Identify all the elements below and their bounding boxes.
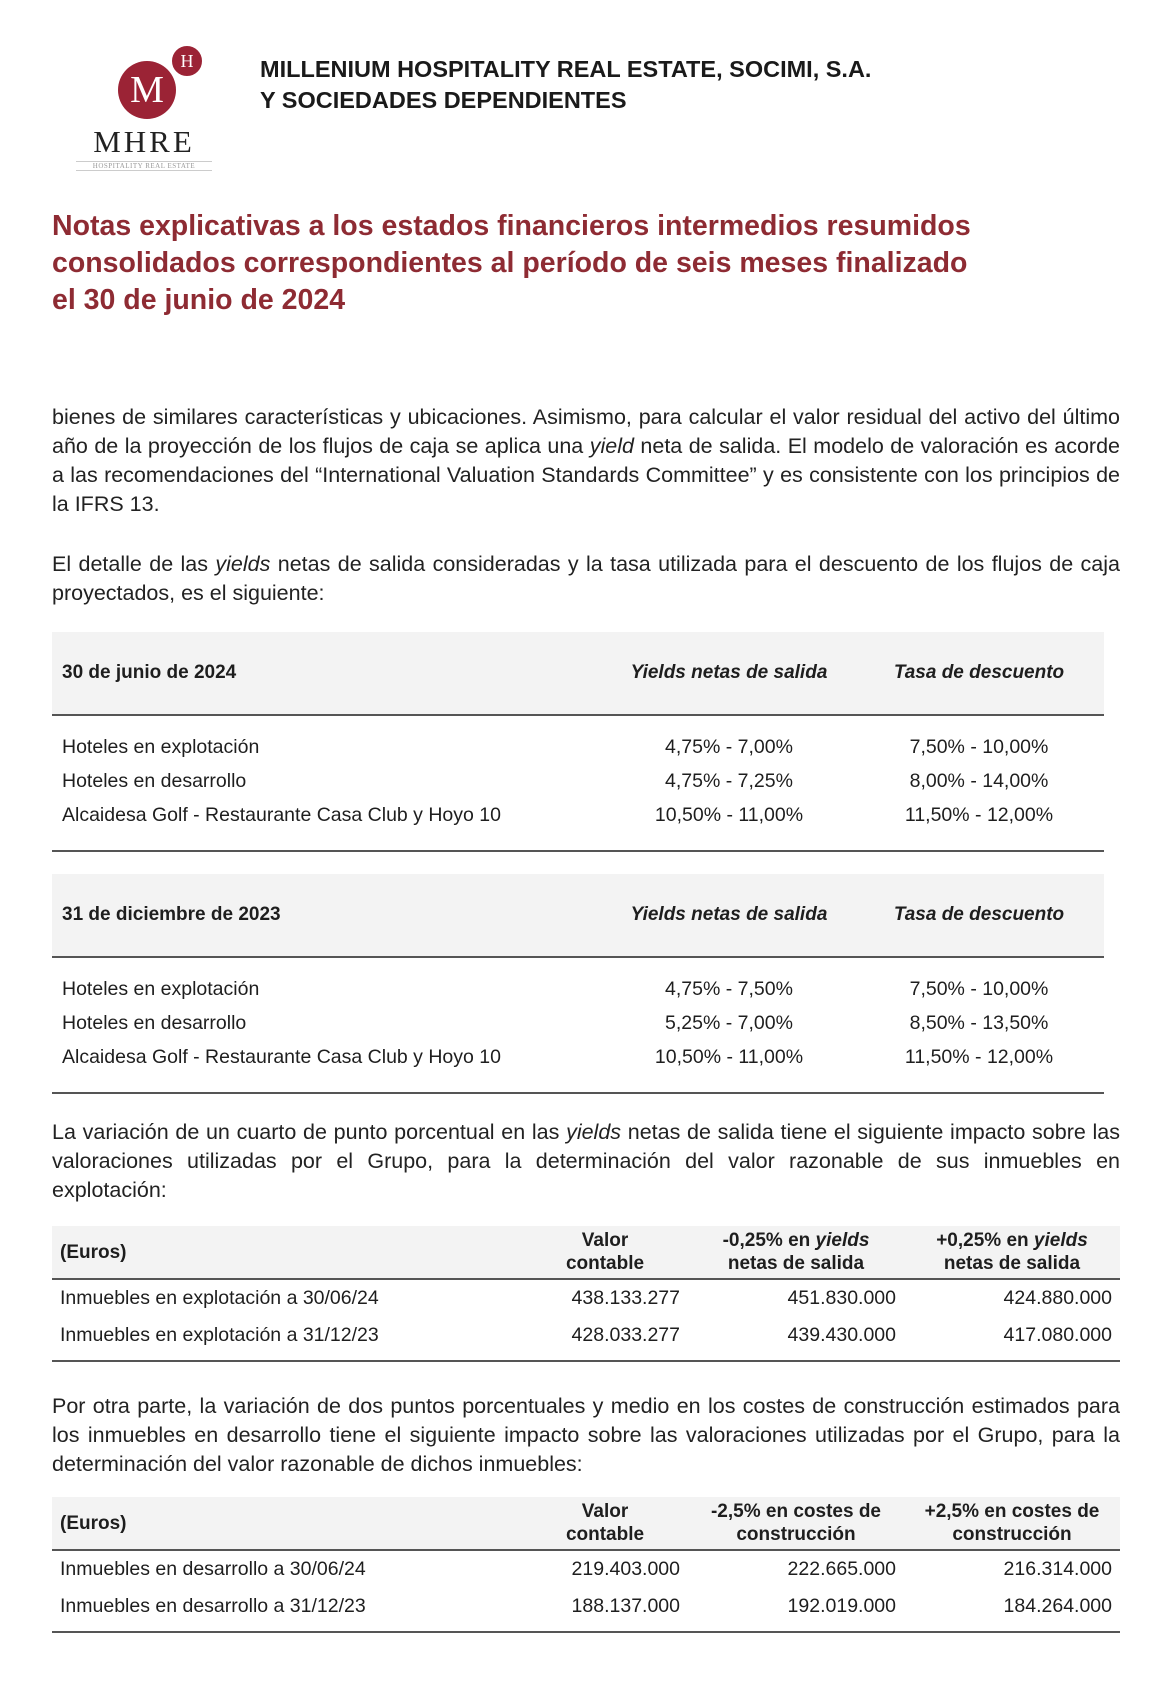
rate-value: 8,00% - 14,00%	[909, 769, 1049, 792]
row-label: Hoteles en desarrollo	[62, 769, 247, 792]
paragraph-yields-sensitivity	[52, 1118, 1120, 1205]
table-row	[52, 1006, 1104, 1040]
book-value: 219.403.000	[571, 1558, 680, 1580]
row-label: Alcaidesa Golf - Restaurante Casa Club y Hoyo 10	[52, 1040, 604, 1093]
row-label: Inmuebles en explotación a 31/12/23	[52, 1317, 522, 1361]
company-name-line1: MILLENIUM HOSPITALITY REAL ESTATE, SOCIMI, S.A.	[260, 56, 872, 82]
paragraph-costs-sensitivity: Por otra parte, la variación de dos puntos porcentuales y medio en los costes de construcción estimados para los inmuebles en desarrollo tiene el siguiente impacto sobre las valoraciones utilizadas por el Grupo, para la determinación del valor razonable de dichos inmuebles:	[52, 1394, 1120, 1476]
column-header-period: 30 de junio de 2024	[52, 632, 604, 715]
text: netas de salida consideradas y la tasa utilizada para el descuento de los flujos de caja proyectados, es el siguiente:	[52, 552, 1121, 605]
table-header-row	[52, 1226, 1120, 1279]
text: bienes de similares características y ubicaciones. Asimismo, para calcular el valor residual del activo del último año de la proyección de los flujos de caja se aplica una	[52, 405, 1120, 458]
sensitivity-costs-table	[52, 1497, 1120, 1633]
table-row	[52, 957, 1104, 1006]
plus-value: 424.880.000	[1003, 1287, 1112, 1309]
rate-value: 11,50% - 12,00%	[854, 1040, 1104, 1093]
column-header-plus-025	[904, 1226, 1120, 1279]
table-row	[52, 764, 1104, 798]
row-label: Hoteles en desarrollo	[62, 1011, 247, 1034]
text: -0,25% en	[722, 1230, 816, 1251]
yields-table-jun-2024	[52, 632, 1104, 852]
header-line: construcción	[736, 1524, 856, 1545]
table-header-row	[52, 632, 1104, 715]
page-title-line1: Notas explicativas a los estados financieros intermedios resumidos	[52, 210, 971, 242]
logo-tagline: HOSPITALITY REAL ESTATE	[76, 161, 212, 171]
column-header-yields: Yields netas de salida	[604, 632, 854, 715]
plus-value: 216.314.000	[1003, 1558, 1112, 1580]
column-header-minus-025	[688, 1226, 904, 1279]
yields-value: 4,75% - 7,00%	[665, 735, 793, 758]
column-header-discount-rate: Tasa de descuento	[854, 874, 1104, 957]
page-title-line2: consolidados correspondientes al período de seis meses finalizado	[52, 247, 968, 279]
company-logo	[74, 24, 214, 170]
text: +0,25% en	[936, 1230, 1034, 1251]
table-header-row	[52, 1497, 1120, 1550]
table-row	[52, 715, 1104, 764]
column-header-unit: (Euros)	[52, 1497, 522, 1550]
italic-term: yields	[1033, 1230, 1088, 1251]
row-label: Inmuebles en explotación a 30/06/24	[60, 1287, 379, 1309]
rate-value: 11,50% - 12,00%	[854, 798, 1104, 851]
column-header-plus-25	[904, 1497, 1120, 1550]
table-row	[52, 1550, 1120, 1588]
minus-value: 222.665.000	[787, 1558, 896, 1580]
column-header-period: 31 de diciembre de 2023	[52, 874, 604, 957]
header-line: contable	[565, 1524, 645, 1545]
column-header-book-value	[522, 1497, 688, 1550]
book-value: 428.033.277	[522, 1317, 688, 1361]
book-value: 188.137.000	[522, 1588, 688, 1632]
table-header-row	[52, 874, 1104, 957]
minus-value: 192.019.000	[688, 1588, 904, 1632]
minus-value: 451.830.000	[787, 1287, 896, 1309]
yields-value: 4,75% - 7,50%	[665, 977, 793, 1000]
text: netas de salida tiene el siguiente impacto sobre las valoraciones utilizadas por el Grupo, para la determinación del valor razonable de sus inmuebles en explotación:	[52, 1120, 1121, 1202]
table-row	[52, 1588, 1120, 1632]
header-line: netas de salida	[727, 1253, 865, 1274]
rate-value: 7,50% - 10,00%	[909, 735, 1049, 758]
yields-value: 10,50% - 11,00%	[604, 1040, 854, 1093]
italic-term: yield	[589, 434, 634, 458]
company-name	[260, 54, 871, 116]
plus-value: 184.264.000	[904, 1588, 1120, 1632]
column-header-minus-25	[688, 1497, 904, 1550]
page-title	[52, 208, 1112, 319]
header-line: Valor	[581, 1501, 629, 1522]
company-name-line2: Y SOCIEDADES DEPENDIENTES	[260, 87, 627, 113]
yields-value: 4,75% - 7,25%	[665, 769, 793, 792]
plus-value: 417.080.000	[904, 1317, 1120, 1361]
header-line: construcción	[952, 1524, 1072, 1545]
italic-term: yields	[215, 552, 271, 576]
column-header-book-value	[522, 1226, 688, 1279]
page-title-line3: el 30 de junio de 2024	[52, 284, 346, 316]
minus-value: 439.430.000	[688, 1317, 904, 1361]
logo-h-circle-icon: H	[170, 44, 204, 78]
header-line: contable	[565, 1253, 645, 1274]
text: La variación de un cuarto de punto porcentual en las	[52, 1120, 567, 1144]
sensitivity-yields-table	[52, 1226, 1120, 1362]
table-row	[52, 1279, 1120, 1317]
header-line	[696, 1229, 896, 1252]
header-line: netas de salida	[943, 1253, 1081, 1274]
row-label: Inmuebles en desarrollo a 30/06/24	[60, 1558, 366, 1580]
row-label: Hoteles en explotación	[62, 735, 260, 758]
text: neta de salida. El modelo de valoración es acorde a las recomendaciones del “International Valuation Standards Committee” y es consistente con los principios de la IFRS 13.	[52, 434, 1121, 516]
rate-value: 8,50% - 13,50%	[909, 1011, 1049, 1034]
italic-term: yields	[566, 1120, 622, 1144]
logo-wordmark: MHRE	[93, 124, 195, 159]
row-label: Alcaidesa Golf - Restaurante Casa Club y Hoyo 10	[52, 798, 604, 851]
text: El detalle de las	[52, 552, 216, 576]
rate-value: 7,50% - 10,00%	[909, 977, 1049, 1000]
yields-value: 5,25% - 7,00%	[665, 1011, 793, 1034]
header-line: Valor	[581, 1230, 629, 1251]
row-label: Inmuebles en desarrollo a 31/12/23	[52, 1588, 522, 1632]
column-header-yields: Yields netas de salida	[604, 874, 854, 957]
header-line	[912, 1229, 1112, 1252]
paragraph-yields-intro	[52, 550, 1120, 608]
header-line: -2,5% en costes de	[710, 1501, 882, 1522]
table-row	[52, 798, 1104, 851]
table-row	[52, 1040, 1104, 1093]
logo-m-circle-icon: M	[118, 61, 176, 119]
yields-value: 10,50% - 11,00%	[604, 798, 854, 851]
column-header-discount-rate: Tasa de descuento	[854, 632, 1104, 715]
paragraph-valuation-model	[52, 403, 1120, 519]
italic-term: yields	[815, 1230, 870, 1251]
column-header-unit: (Euros)	[52, 1226, 522, 1279]
book-value: 438.133.277	[571, 1287, 680, 1309]
row-label: Hoteles en explotación	[62, 977, 260, 1000]
header-line: +2,5% en costes de	[924, 1501, 1100, 1522]
yields-table-dec-2023	[52, 874, 1104, 1094]
table-row	[52, 1317, 1120, 1361]
